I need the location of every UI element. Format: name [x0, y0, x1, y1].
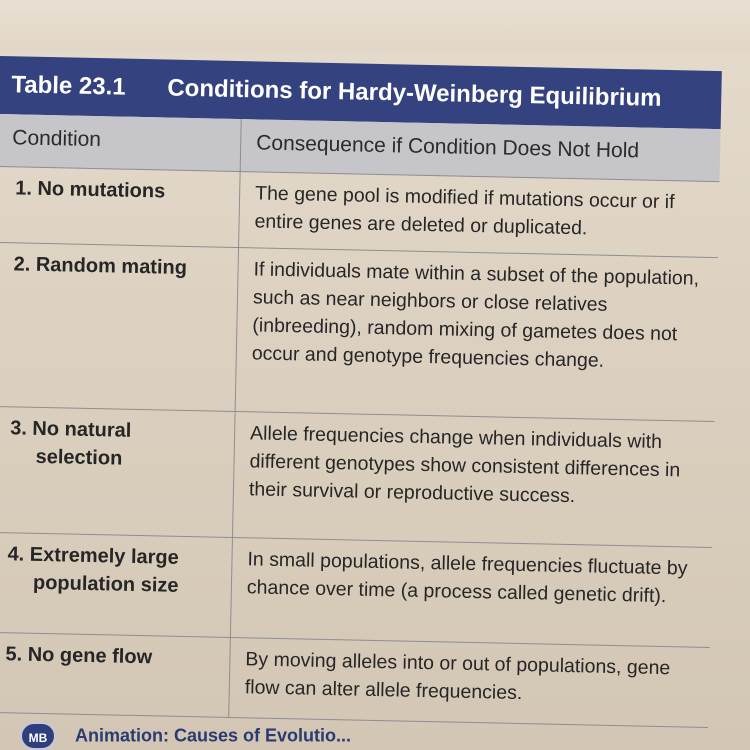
condition-cell [5, 640, 216, 672]
condition-text: 1. No mutations [15, 177, 166, 203]
table-row [0, 532, 712, 648]
animation-link[interactable] [20, 722, 351, 750]
condition-cell [7, 540, 218, 600]
table-row [0, 242, 718, 422]
column-header-condition: Condition [12, 126, 102, 152]
consequence-cell: By moving alleles into or out of populations, gene flow can alter allele frequencies. [244, 648, 671, 705]
table-number: Table 23.1 [11, 71, 126, 101]
consequence-cell: Allele frequencies change when individuals with different genotypes show consistent differences in their survival or reproductive success. [248, 422, 681, 508]
consequence-cell: In small populations, allele frequencies fluctuate by chance over time (a process called genetic drift). [246, 548, 688, 608]
animation-link-text: Animation: Causes of Evolutio... [75, 725, 352, 746]
condition-text: 4. Extremely large [7, 543, 179, 569]
condition-text: 3. No natural [9, 417, 132, 442]
condition-text: 5. No gene flow [5, 643, 153, 669]
table-row [0, 406, 715, 548]
condition-cell [9, 414, 220, 474]
table-row [0, 632, 710, 728]
page-bleed [0, 0, 750, 52]
hardy-weinberg-table [0, 56, 722, 727]
condition-cell [13, 250, 224, 282]
condition-text-line2: population size [32, 571, 179, 597]
consequence-cell: If individuals mate within a subset of the population, such as near neighbors or close relatives (inbreeding), random mixing of gametes does not occur and genotype frequencies change. [251, 258, 700, 372]
table-title: Conditions for Hardy-Weinberg Equilibrium [167, 74, 662, 112]
condition-text: 2. Random mating [13, 253, 188, 279]
condition-cell [15, 174, 226, 206]
condition-text-line2: selection [35, 445, 123, 470]
consequence-cell: The gene pool is modified if mutations occur or if entire genes are deleted or duplicated. [254, 182, 675, 240]
mastering-biology-icon: MB [20, 722, 56, 750]
column-header-consequence: Consequence if Condition Does Not Hold [255, 131, 640, 163]
